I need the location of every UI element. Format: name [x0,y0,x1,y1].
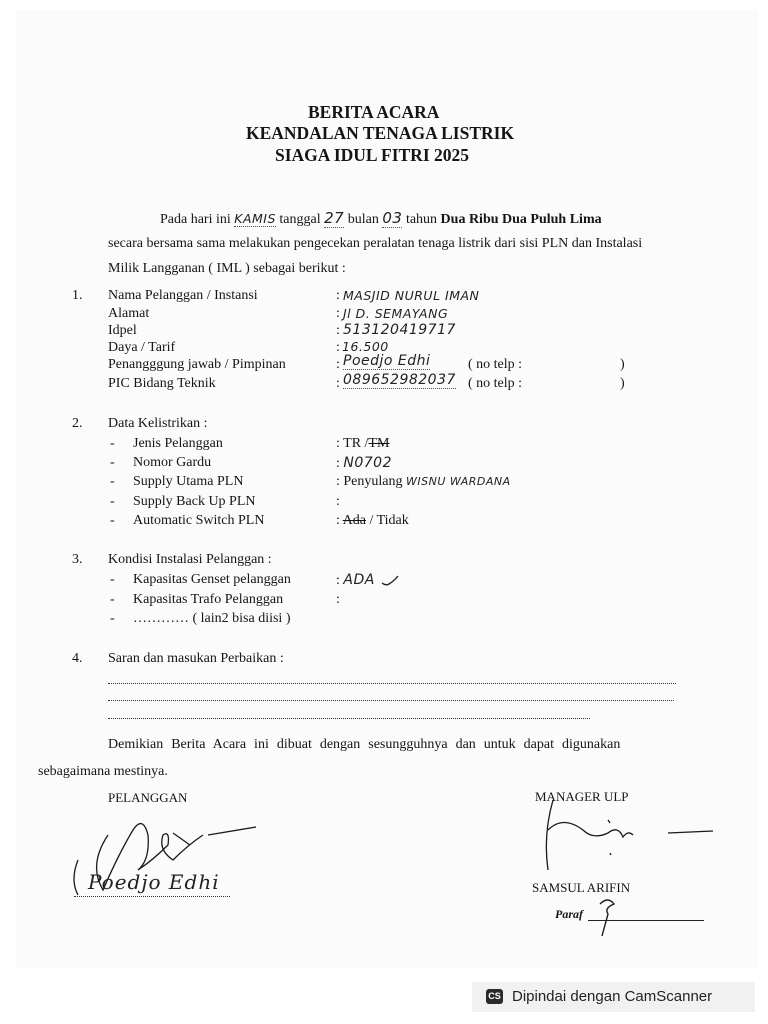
s2-value [336,436,389,452]
paraf-label: Paraf [555,907,583,921]
dotted-fill-line [108,683,676,684]
section-4-heading: Saran dan masukan Perbaikan : [108,651,284,666]
s2-value-struck: TM [368,436,390,451]
signature-left-name: Poedjo Edhi [88,870,220,894]
s3-label: Kapasitas Genset pelanggan [133,572,291,587]
s1-label: Nama Pelanggan / Instansi [108,288,258,303]
s2-value: : [336,494,340,509]
s1-value-handwritten: 089652982037 [343,372,456,388]
title-line-1: BERITA ACARA [308,102,440,122]
s2-value-handwritten: WISNU WARDANA [406,475,511,488]
dotted-fill-line [108,700,674,701]
s3-dash: - [110,572,115,587]
title-line-2: KEANDALAN TENAGA LISTRIK [246,123,515,143]
s1-colon: : [336,340,340,355]
s1-colon: : [336,357,340,372]
s1-colon: : [336,323,340,338]
camscanner-logo: CS [486,989,503,1004]
intro-date-handwritten: 27 [324,209,345,227]
s2-value [336,455,392,472]
s3-value [336,572,375,589]
s3-label: ………… ( lain2 bisa diisi ) [133,611,291,626]
intro-month-handwritten: 03 [382,209,403,227]
s3-value-text: : [336,573,340,588]
s1-label: PIC Bidang Teknik [108,376,216,391]
section-2-heading: Data Kelistrikan : [108,416,208,431]
s1-colon: : [336,288,340,303]
intro-line-3: Milik Langganan ( IML ) sebagai berikut : [108,261,346,276]
section-2-number: 2. [72,416,83,431]
s1-value-handwritten: 513120419717 [343,322,456,338]
s1-label: Daya / Tarif [108,340,176,355]
s1-no-telp-label: ( no telp : [468,357,523,372]
s2-value-struck: Ada [342,513,366,528]
intro-tahun: tahun [405,212,438,227]
intro-tanggal: tanggal [279,212,321,227]
s3-value-handwritten: ADA [343,572,375,588]
s3-value: : [336,592,340,607]
s2-label: Jenis Pelanggan [133,436,223,451]
s1-value-handwritten: 16.500 [342,339,389,354]
intro-line-1 [160,209,602,228]
s1-label: Alamat [108,306,150,321]
s3-dash: - [110,611,115,626]
s1-no-telp-close: ) [620,376,625,391]
manager-signature [538,795,718,875]
signature-right-role: MANAGER ULP [535,789,629,804]
intro-line-2: secara bersama sama melakukan pengecekan peralatan tenaga listrik dari sisi PLN dan Instalasi [108,236,643,251]
s2-value-text: : [336,456,340,471]
section-4-number: 4. [72,651,83,666]
section-1-number: 1. [72,288,83,303]
s2-value-text: : [336,513,340,528]
signature-name-line [74,896,230,897]
s1-colon: : [336,376,340,391]
closing-line-1: Demikian Berita Acara ini dibuat dengan sesungguhnya dan untuk dapat digunakan [108,737,621,752]
s3-label: Kapasitas Trafo Pelanggan [133,592,284,607]
s1-no-telp-label: ( no telp : [468,376,523,391]
section-3-number: 3. [72,552,83,567]
s2-label: Supply Utama PLN [133,474,244,489]
s2-value-text: : Penyulang [336,474,403,489]
s2-label: Automatic Switch PLN [133,513,265,528]
intro-bulan: bulan [347,212,379,227]
s2-label: Supply Back Up PLN [133,494,256,509]
intro-day-handwritten: KAMIS [234,211,276,226]
dotted-fill-line [108,718,590,719]
s1-colon: : [336,306,340,321]
s2-dash: - [110,436,115,451]
checkmark-icon [380,574,400,588]
s2-value [336,513,409,529]
camscanner-banner [472,982,755,1012]
s2-dash: - [110,474,115,489]
paraf-initial [592,894,620,938]
s2-value-text: : TR / [336,436,369,451]
s2-value-after: / Tidak [365,513,409,528]
s2-label: Nomor Gardu [133,455,212,470]
s2-dash: - [110,513,115,528]
closing-line-2: sebagaimana mestinya. [38,764,168,779]
camscanner-text: Dipindai dengan CamScanner [512,988,713,1005]
s1-label: Penangggung jawab / Pimpinan [108,357,286,372]
signature-right-name: SAMSUL ARIFIN [532,880,631,895]
s1-value-handwritten: Poedjo Edhi [343,353,431,369]
s2-value [336,474,511,490]
s2-dash: - [110,455,115,470]
section-3-heading: Kondisi Instalasi Pelanggan : [108,552,272,567]
title-line-3: SIAGA IDUL FITRI 2025 [275,145,470,165]
s1-no-telp-close: ) [620,357,625,372]
intro-pada-hari: Pada hari ini [160,212,231,227]
s2-dash: - [110,494,115,509]
s1-label: Idpel [108,323,137,338]
s1-value-handwritten: MASJID NURUL IMAN [343,288,480,303]
s1-value-handwritten: Jl D. SEMAYANG [343,306,449,321]
s2-value-handwritten: N0702 [343,455,392,471]
intro-year-words: Dua Ribu Dua Puluh Lima [440,212,602,227]
s3-dash: - [110,592,115,607]
signature-left-role: PELANGGAN [108,790,188,805]
